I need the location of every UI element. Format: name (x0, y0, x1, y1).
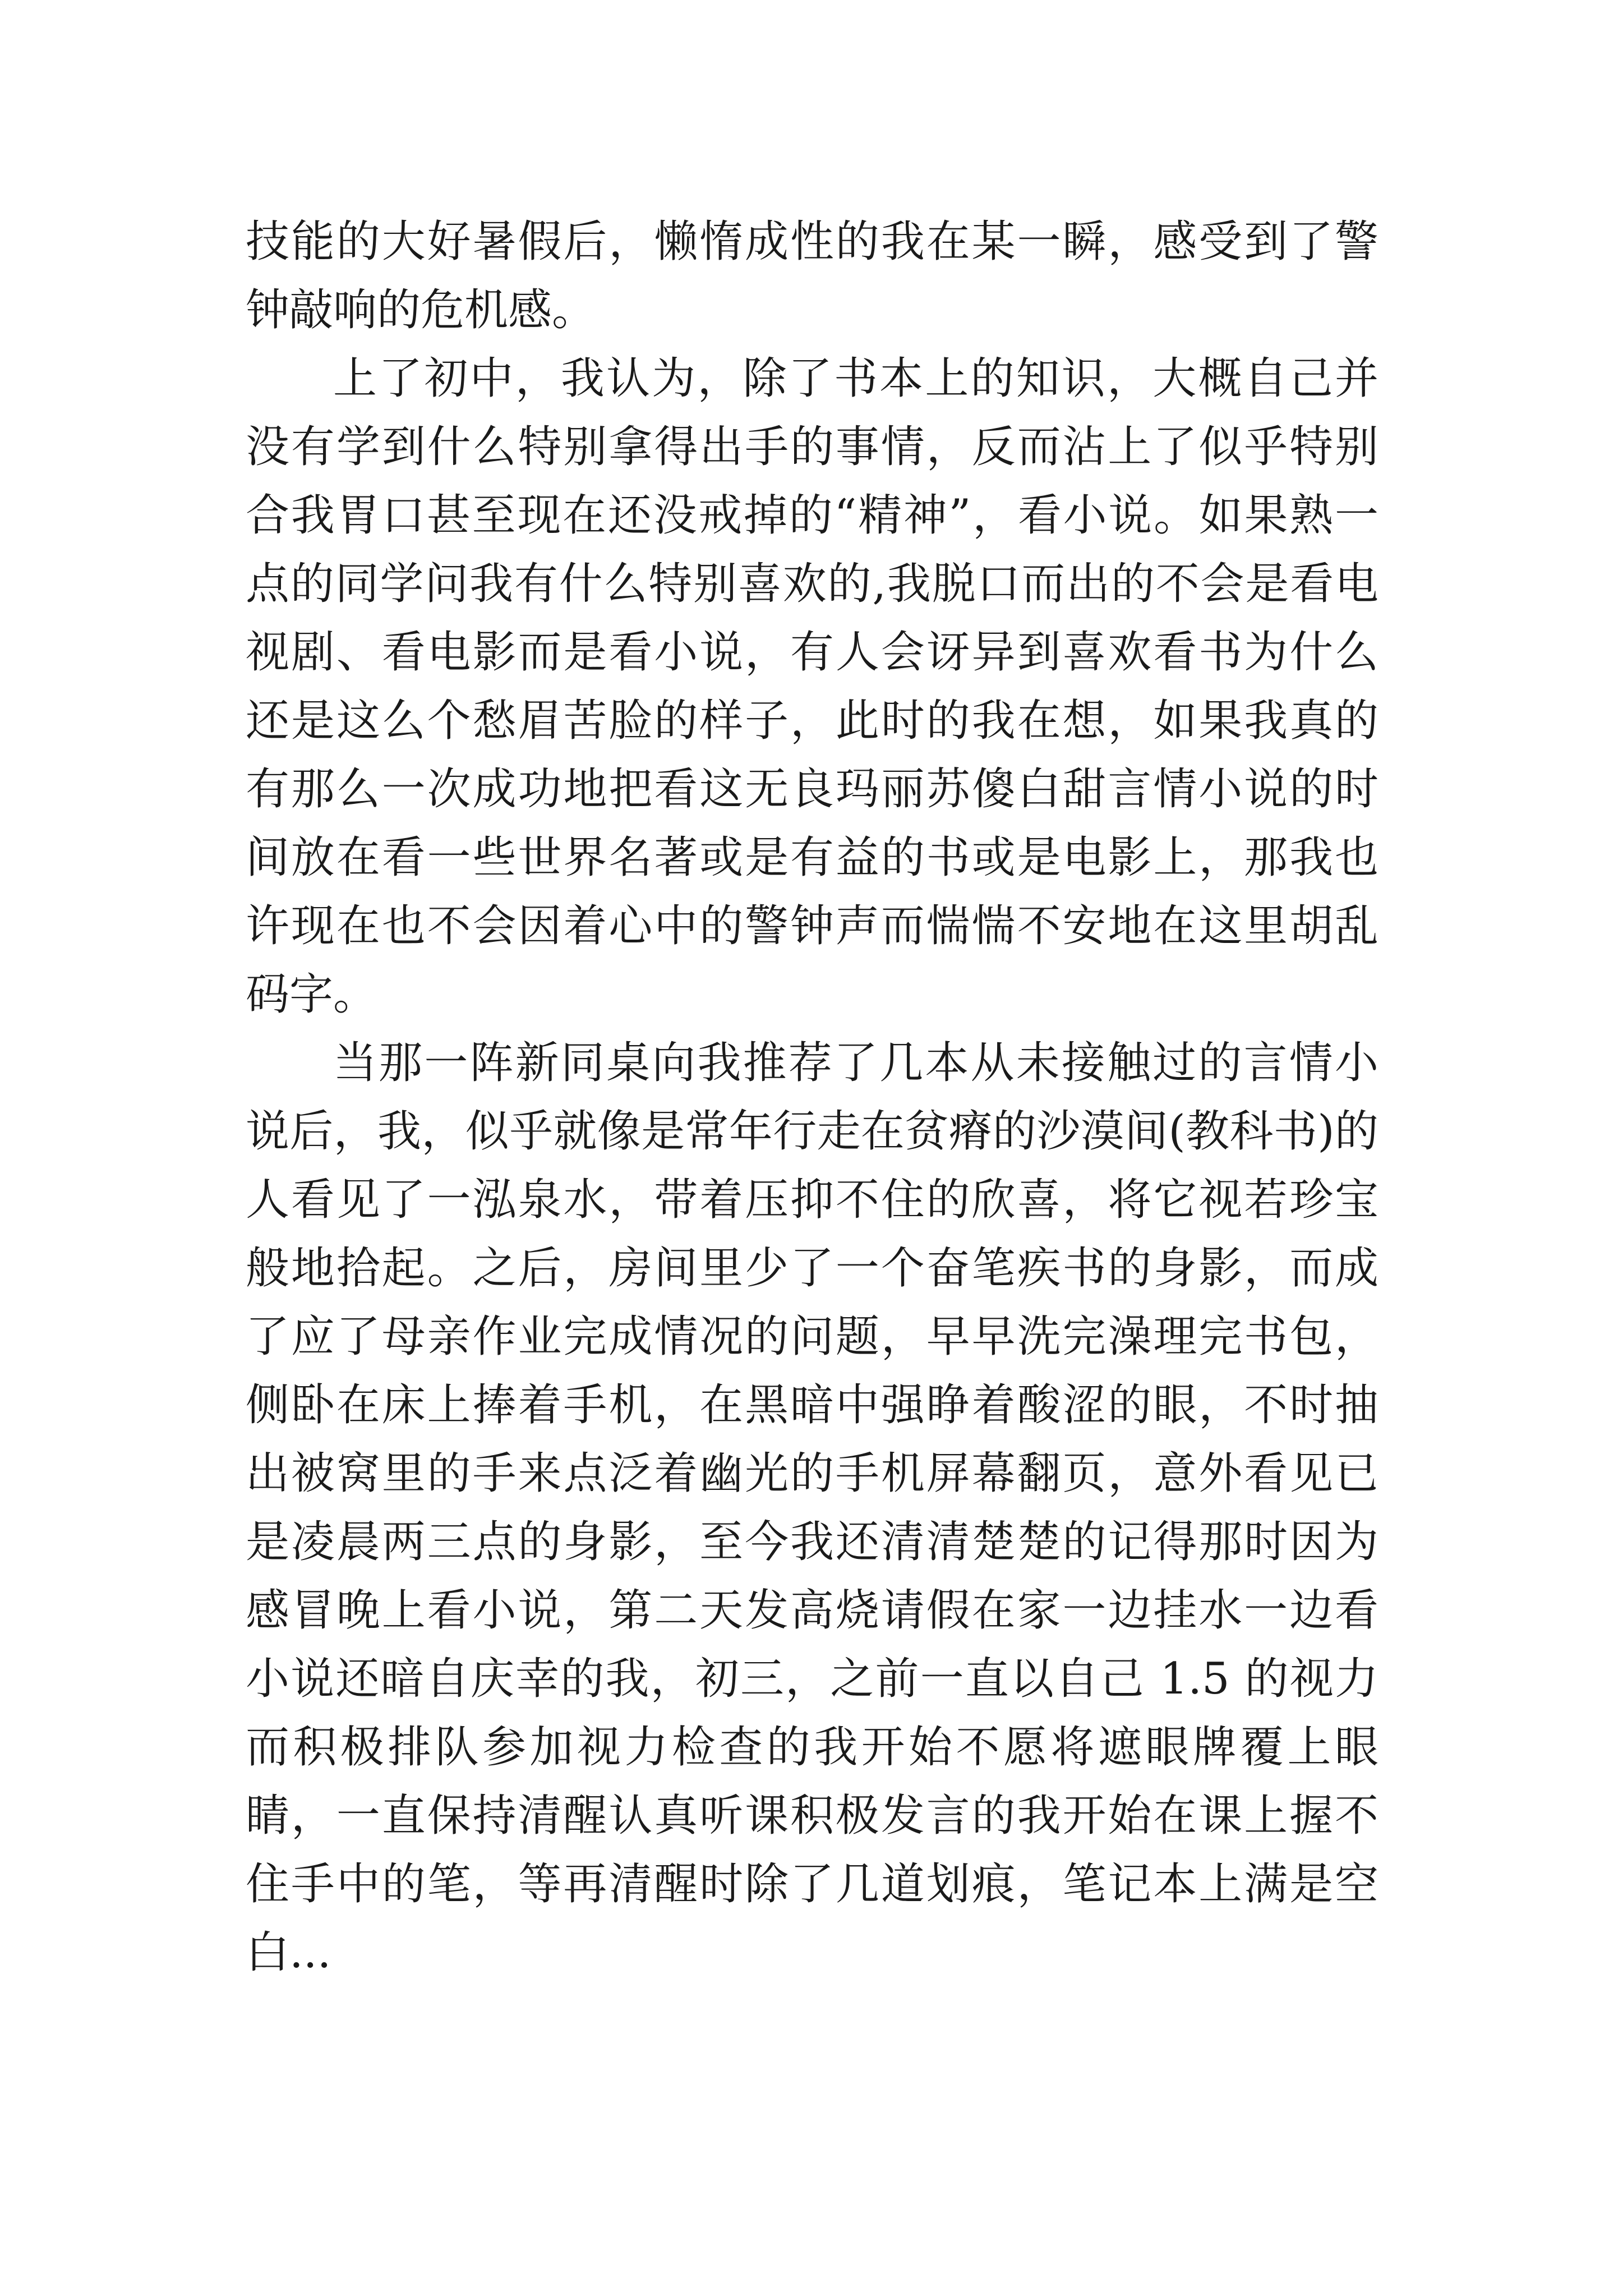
paragraph-1: 技能的大好暑假后，懒惰成性的我在某一瞬，感受到了警钟敲响的危机感。 (246, 217, 1378, 335)
document-body (246, 208, 1378, 1987)
paragraph-3: 当那一阵新同桌向我推荐了几本从未接触过的言情小说后，我，似乎就像是常年行走在贫瘠的沙漠间(教科书)的人看见了一泓泉水，带着压抑不住的欣喜，将它视若珍宝般地拾起。之后，房间里少了一个奋笔疾书的身影，而成了应了母亲作业完成情况的问题，早早洗完澡理完书包，侧卧在床上捧着手机，在黑暗中强睁着酸涩的眼，不时抽出被窝里的手来点泛着幽光的手机屏幕翻页，意外看见已是凌晨两三点的身影，至今我还清清楚楚的记得那时因为感冒晚上看小说，第二天发高烧请假在家一边挂水一边看小说还暗自庆幸的我，初三，之前一直以自己 1.5 的视力而积极排队参加视力检查的我开始不愿将遮眼牌覆上眼睛，一直保持清醒认真听课积极发言的我开始在课上握不住手中的笔，等再清醒时除了几道划痕，笔记本上满是空白... (246, 1038, 1378, 1978)
paragraph-2: 上了初中，我认为，除了书本上的知识，大概自己并没有学到什么特别拿得出手的事情，反而沾上了似乎特别合我胃口甚至现在还没戒掉的“精神”，看小说。如果熟一点的同学问我有什么特别喜欢的,我脱口而出的不会是看电视剧、看电影而是看小说，有人会讶异到喜欢看书为什么还是这么个愁眉苦脸的样子，此时的我在想，如果我真的有那么一次成功地把看这无良玛丽苏傻白甜言情小说的时间放在看一些世界名著或是有益的书或是电影上，那我也许现在也不会因着心中的警钟声而惴惴不安地在这里胡乱码字。 (246, 353, 1378, 1020)
